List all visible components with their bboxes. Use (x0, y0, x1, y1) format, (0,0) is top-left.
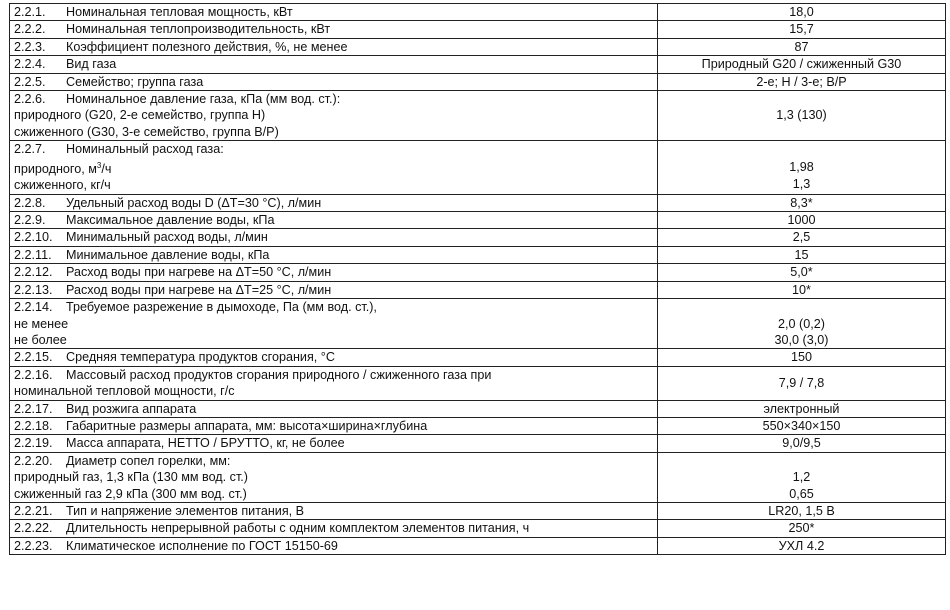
param-title: Расход воды при нагреве на ΔT=25 °С, л/мин (66, 282, 332, 297)
value-cell: 9,0/9,5 (658, 435, 946, 452)
table-row (10, 141, 946, 194)
param-cell (10, 264, 658, 281)
value-cell: электронный (658, 400, 946, 417)
value-cell: УХЛ 4.2 (658, 537, 946, 554)
param-subline: не менее (14, 316, 69, 331)
param-title: Средняя температура продуктов сгорания, °С (66, 350, 335, 365)
item-number: 2.2.5. (14, 74, 46, 89)
param-cell (10, 452, 658, 502)
table-row (10, 4, 946, 21)
param-cell (10, 4, 658, 21)
item-number: 2.2.14. (14, 300, 53, 315)
value-cell: Природный G20 / сжиженный G30 (658, 56, 946, 73)
value-cell: 250* (658, 520, 946, 537)
item-number: 2.2.12. (14, 265, 53, 280)
unit-superscript: 3 (96, 160, 102, 170)
table-row (10, 212, 946, 229)
param-title: Максимальное давление воды, кПа (66, 213, 275, 228)
param-cell (10, 537, 658, 554)
param-title: Массовый расход продуктов сгорания природного / сжиженного газа при (66, 367, 492, 382)
value-cell: 7,9 / 7,8 (658, 366, 946, 400)
value-line: 1,98 (789, 160, 814, 175)
param-title: Номинальная теплопроизводительность, кВт (66, 22, 331, 37)
item-number: 2.2.18. (14, 418, 53, 433)
param-title: Габаритные размеры аппарата, мм: высота×ширина×глубина (66, 418, 428, 433)
value-cell (658, 299, 946, 349)
item-number: 2.2.8. (14, 195, 46, 210)
param-subline: природного (G20, 2-е семейство, группа Н) (14, 108, 266, 123)
value-line: 1,3 (792, 176, 811, 191)
item-number: 2.2.3. (14, 39, 46, 54)
param-cell (10, 229, 658, 246)
value-cell: LR20, 1,5 В (658, 502, 946, 519)
value-cell: 550×340×150 (658, 417, 946, 434)
param-cell (10, 246, 658, 263)
value-cell (658, 141, 946, 194)
value-cell: 8,3* (658, 194, 946, 211)
item-number: 2.2.4. (14, 57, 46, 72)
param-title: Номинальное давление газа, кПа (мм вод. ст.): (66, 92, 341, 107)
item-number: 2.2.15. (14, 350, 53, 365)
param-title: Расход воды при нагреве на ΔT=50 °С, л/мин (66, 265, 332, 280)
param-cell (10, 417, 658, 434)
value-cell: 2,5 (658, 229, 946, 246)
table-row (10, 349, 946, 366)
param-cell (10, 38, 658, 55)
param-cell (10, 281, 658, 298)
spec-table (9, 3, 946, 555)
unit-text: природного, м (14, 161, 97, 176)
value-line: 1,2 (792, 470, 811, 485)
item-number: 2.2.2. (14, 22, 46, 37)
item-number: 2.2.17. (14, 401, 53, 416)
item-number: 2.2.7. (14, 142, 46, 157)
param-title: Минимальное давление воды, кПа (66, 247, 270, 262)
table-row (10, 520, 946, 537)
param-title: Удельный расход воды D (ΔT=30 °С), л/мин (66, 195, 322, 210)
param-cell (10, 366, 658, 400)
value-cell: 10* (658, 281, 946, 298)
item-number: 2.2.9. (14, 213, 46, 228)
item-number: 2.2.22. (14, 521, 53, 536)
value-cell: 18,0 (658, 4, 946, 21)
table-row (10, 91, 946, 141)
param-title: Вид газа (66, 57, 117, 72)
param-cell (10, 400, 658, 417)
param-cell (10, 435, 658, 452)
param-title: Климатическое исполнение по ГОСТ 15150-69 (66, 538, 338, 553)
param-cell (10, 21, 658, 38)
value-cell: 1000 (658, 212, 946, 229)
param-cell (10, 212, 658, 229)
item-number: 2.2.16. (14, 367, 53, 382)
item-number: 2.2.10. (14, 230, 53, 245)
table-row (10, 400, 946, 417)
param-subline: природный газ, 1,3 кПа (130 мм вод. ст.) (14, 470, 249, 485)
param-cell (10, 91, 658, 141)
value-cell: 5,0* (658, 264, 946, 281)
value-cell: 150 (658, 349, 946, 366)
param-title: Номинальный расход газа: (66, 142, 224, 157)
param-cell (10, 194, 658, 211)
item-number: 2.2.21. (14, 503, 53, 518)
param-cell (10, 502, 658, 519)
param-cell (10, 141, 658, 194)
param-title: Тип и напряжение элементов питания, В (66, 503, 305, 518)
param-subline (14, 158, 653, 178)
table-row (10, 452, 946, 502)
param-title: Длительность непрерывной работы с одним комплектом элементов питания, ч (66, 521, 530, 536)
param-title: Вид розжига аппарата (66, 401, 197, 416)
param-subline: сжиженного, кг/ч (14, 178, 111, 193)
value-cell: 15,7 (658, 21, 946, 38)
value-cell (658, 452, 946, 502)
param-title: Требуемое разрежение в дымоходе, Па (мм вод. ст.), (66, 300, 377, 315)
table-row (10, 264, 946, 281)
item-number: 2.2.13. (14, 282, 53, 297)
param-subline: не более (14, 332, 67, 347)
item-number: 2.2.23. (14, 538, 53, 553)
table-row (10, 73, 946, 90)
value-line: 0,65 (789, 486, 814, 501)
param-subline: сжиженный газ 2,9 кПа (300 мм вод. ст.) (14, 486, 247, 501)
value-cell: 15 (658, 246, 946, 263)
value-line: 30,0 (3,0) (774, 332, 829, 347)
value-cell: 2-е; Н / 3-е; В/Р (658, 73, 946, 90)
param-title: Минимальный расход воды, л/мин (66, 230, 268, 245)
table-row (10, 21, 946, 38)
param-cell (10, 299, 658, 349)
item-number: 2.2.11. (14, 247, 52, 262)
table-row (10, 194, 946, 211)
param-title: Номинальная тепловая мощность, кВт (66, 5, 293, 19)
param-subline: сжиженного (G30, 3-е семейство, группа В/Р) (14, 124, 279, 139)
param-title: Масса аппарата, НЕТТО / БРУТТО, кг, не более (66, 436, 345, 451)
table-row (10, 299, 946, 349)
value-line: 2,0 (0,2) (778, 316, 825, 331)
param-cell (10, 520, 658, 537)
table-row (10, 56, 946, 73)
param-cell (10, 73, 658, 90)
item-number: 2.2.6. (14, 92, 46, 107)
value-cell: 87 (658, 38, 946, 55)
table-row (10, 38, 946, 55)
table-row (10, 229, 946, 246)
item-number: 2.2.1. (14, 5, 46, 19)
param-subline: номинальной тепловой мощности, г/с (14, 384, 235, 399)
param-title: Диаметр сопел горелки, мм: (66, 453, 231, 468)
param-title: Семейство; группа газа (66, 74, 204, 89)
param-cell (10, 56, 658, 73)
item-number: 2.2.19. (14, 436, 53, 451)
table-row (10, 502, 946, 519)
table-row (10, 417, 946, 434)
unit-text: /ч (101, 161, 112, 176)
table-row (10, 537, 946, 554)
table-row (10, 366, 946, 400)
param-title: Коэффициент полезного действия, %, не менее (66, 39, 348, 54)
param-cell (10, 349, 658, 366)
value-cell: 1,3 (130) (658, 91, 946, 141)
table-row (10, 435, 946, 452)
table-row (10, 246, 946, 263)
table-row (10, 281, 946, 298)
item-number: 2.2.20. (14, 453, 53, 468)
